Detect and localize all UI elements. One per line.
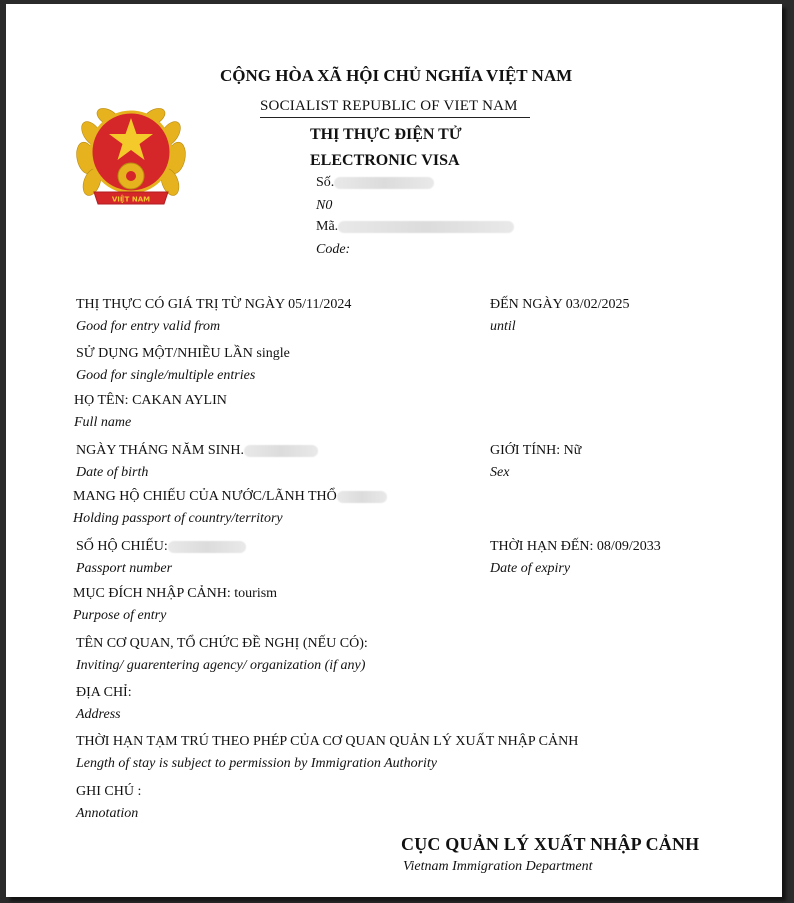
passport-country-row [73,489,387,505]
validity-from-en: Good for entry valid from [76,319,221,334]
purpose-vn: MỤC ĐÍCH NHẬP CẢNH: tourism [73,586,278,601]
visa-number-redacted [334,177,434,189]
expiry-vn: THỜI HẠN ĐẾN: 08/09/2033 [490,539,661,554]
validity-to-en: until [490,319,516,334]
stay-en: Length of stay is subject to permission by Immigration Authority [76,756,438,771]
stay-vn: THỜI HẠN TẠM TRÚ THEO PHÉP CỦA CƠ QUAN QUẢN LÝ XUẤT NHẬP CẢNH [76,734,579,749]
vietnam-national-emblem-icon [72,100,190,216]
purpose-en: Purpose of entry [73,608,167,623]
passport-number-redacted [168,541,246,553]
full-name-en: Full name [74,415,132,430]
passport-number-label: SỐ HỘ CHIẾU: [76,539,168,554]
dob-redacted [244,445,318,457]
visa-number-label-en: N0 [316,198,333,213]
expiry-en: Date of expiry [490,561,571,576]
visa-code-redacted [338,221,514,233]
entries-en: Good for single/multiple entries [76,368,256,383]
inviting-agency-en: Inviting/ guarentering agency/ organization (if any) [76,658,366,673]
inviting-agency-vn: TÊN CƠ QUAN, TỔ CHỨC ĐỀ NGHỊ (NẾU CÓ): [76,636,368,651]
dob-en: Date of birth [76,465,149,480]
passport-country-redacted [337,491,387,503]
dob-label: NGÀY THÁNG NĂM SINH. [76,443,244,458]
address-en: Address [76,707,121,722]
sex-en: Sex [490,465,510,480]
department-en: Vietnam Immigration Department [403,859,593,874]
country-name-en: SOCIALIST REPUBLIC OF VIET NAM [260,98,518,114]
passport-country-label: MANG HỘ CHIẾU CỦA NƯỚC/LÃNH THỔ [73,489,337,504]
passport-number-row [76,539,246,555]
visa-number-row [316,175,434,191]
visa-title-vn: THỊ THỰC ĐIỆN TỬ [310,126,462,143]
dob-row [76,443,318,459]
sex-vn: GIỚI TÍNH: Nữ [490,443,582,458]
validity-from-vn: THỊ THỰC CÓ GIÁ TRỊ TỪ NGÀY 05/11/2024 [76,297,352,312]
visa-title-en: ELECTRONIC VISA [310,152,460,169]
full-name-vn: HỌ TÊN: CAKAN AYLIN [74,393,227,408]
header-underline [260,117,530,118]
visa-code-row [316,219,514,235]
visa-number-label: Số. [316,175,335,190]
visa-code-label-en: Code: [316,242,351,257]
country-name-vn: CỘNG HÒA XÃ HỘI CHỦ NGHĨA VIỆT NAM [220,66,573,85]
emblem-ribbon-text: VIỆT NAM [111,195,151,204]
passport-country-en: Holding passport of country/territory [73,511,283,526]
passport-number-en: Passport number [76,561,173,576]
validity-to-vn: ĐẾN NGÀY 03/02/2025 [490,297,630,312]
visa-code-label: Mã. [316,219,339,234]
visa-document [6,4,782,897]
annotation-en: Annotation [76,806,139,821]
department-vn: CỤC QUẢN LÝ XUẤT NHẬP CẢNH [401,834,700,854]
address-vn: ĐỊA CHỈ: [76,685,132,700]
entries-vn: SỬ DỤNG MỘT/NHIỀU LẦN single [76,346,290,361]
annotation-vn: GHI CHÚ : [76,784,142,799]
